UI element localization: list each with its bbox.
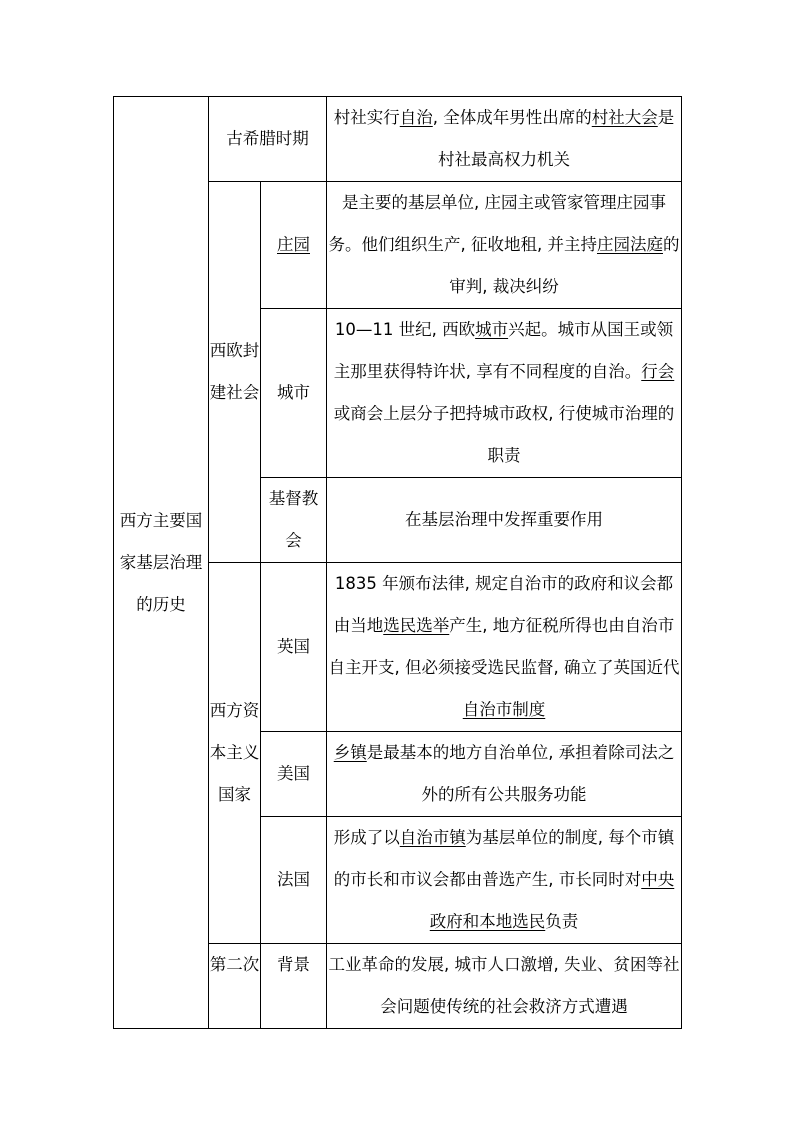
label-cell-background <box>261 944 327 1029</box>
label-cell-uk <box>261 563 327 732</box>
group-cell-capitalist <box>209 563 261 944</box>
content-cell-greece: 村社实行自治, 全体成年男性出席的村社大会是村社最高权力机关 <box>327 97 682 182</box>
row-label: 英国 <box>277 637 310 656</box>
underlined-term: 选民选举 <box>383 616 450 635</box>
underlined-term: 自治 <box>399 108 433 127</box>
period-cell-greece <box>209 97 327 182</box>
content-cell-us: 乡镇是最基本的地方自治单位, 承担着除司法之外的所有公共服务功能 <box>327 732 682 817</box>
underlined-term: 乡镇 <box>333 743 367 762</box>
underlined-term: 城市 <box>475 320 509 339</box>
label-cell-fr <box>261 817 327 944</box>
label-cell-city <box>261 309 327 478</box>
underlined-term: 行会 <box>641 362 675 381</box>
label-cell-church <box>261 478 327 563</box>
group-label: 第二次 <box>209 955 260 974</box>
content-cell-manor: 是主要的基层单位, 庄园主或管家管理庄园事务。他们组织生产, 征收地租, 并主持庄园法庭的审判, 裁决纠纷 <box>327 182 682 309</box>
row-label: 基督教会 <box>268 489 319 550</box>
underlined-term: 自治市镇 <box>399 828 466 847</box>
underlined-term: 庄园法庭 <box>596 235 663 254</box>
content-cell-fr: 形成了以自治市镇为基层单位的制度, 每个市镇的市长和市议会都由普选产生, 市长同时对中央政府和本地选民负责 <box>327 817 682 944</box>
underlined-term: 村社大会 <box>591 108 658 127</box>
row-label: 庄园 <box>277 235 310 254</box>
content-cell-city: 10—11 世纪, 西欧城市兴起。城市从国王或领主那里获得特许状, 享有不同程度的自治。行会或商会上层分子把持城市政权, 行使城市治理的职责 <box>327 309 682 478</box>
row-label: 美国 <box>277 764 310 783</box>
group-cell-west-europe <box>209 182 261 563</box>
row-label: 城市 <box>277 383 310 402</box>
table-category-cell <box>114 97 209 1029</box>
group-cell-second <box>209 944 261 1029</box>
label-cell-us <box>261 732 327 817</box>
group-label: 西欧封建社会 <box>209 341 260 402</box>
category-label: 西方主要国家基层治理的历史 <box>119 510 203 614</box>
period-label: 古希腊时期 <box>226 129 309 148</box>
row-label: 背景 <box>277 955 310 974</box>
row-label: 法国 <box>277 870 310 889</box>
label-cell-manor <box>261 182 327 309</box>
group-label: 西方资本主义国家 <box>209 701 260 804</box>
content-cell-background: 工业革命的发展, 城市人口激增, 失业、贫困等社会问题使传统的社会救济方式遭遇 <box>327 944 682 1029</box>
history-table <box>113 96 682 1029</box>
content-cell-uk: 1835 年颁布法律, 规定自治市的政府和议会都由当地选民选举产生, 地方征税所得也由自治市自主开支, 但必须接受选民监督, 确立了英国近代自治市制度 <box>327 563 682 732</box>
content-cell-church: 在基层治理中发挥重要作用 <box>327 478 682 563</box>
table-row-greece <box>114 97 682 182</box>
underlined-term: 中央政府和本地选民 <box>429 870 675 931</box>
underlined-term: 自治市制度 <box>462 700 546 719</box>
